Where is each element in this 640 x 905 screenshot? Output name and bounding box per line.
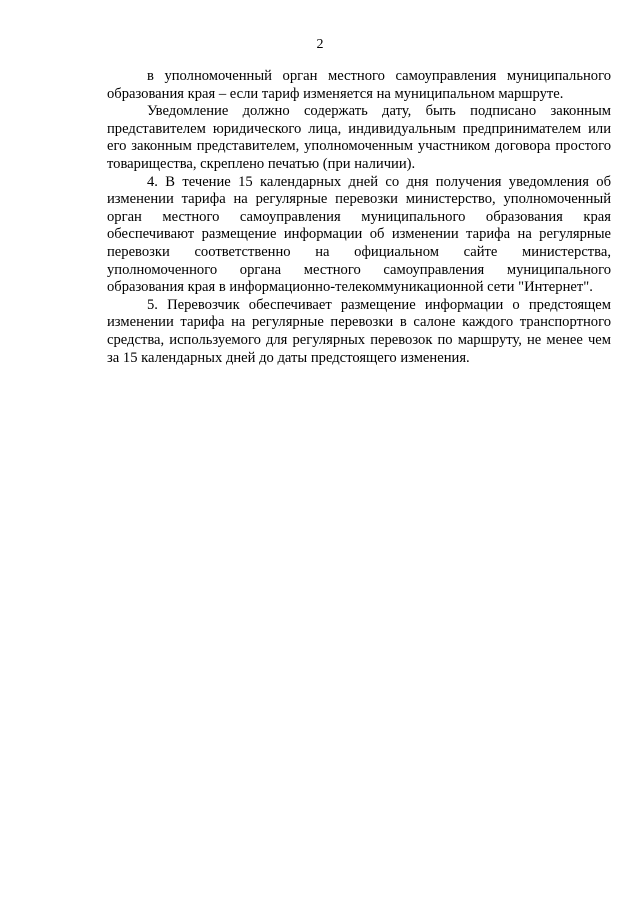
paragraph-notice-requirements: Уведомление должно содержать дату, быть подписано законным представителем юридического лица, индивидуальным предпринимателем или его законным представителем, уполномоченным участником договора простого товарищества, скреплено печатью (при наличии). xyxy=(107,103,611,172)
page-number: 2 xyxy=(316,37,324,52)
paragraph-municipal-route: в уполномоченный орган местного самоуправления муниципального образования края – если тариф изменяется на муниципальном маршруте. xyxy=(107,68,611,102)
paragraph-item-5: 5. Перевозчик обеспечивает размещение информации о предстоящем изменении тарифа на регулярные перевозки в салоне каждого транспортного средства, используемого для регулярных перевозок по маршруту, не менее чем за 15 календарных дней до даты предстоящего изменения. xyxy=(107,296,611,366)
document-body xyxy=(107,68,611,367)
paragraph-item-4: 4. В течение 15 календарных дней со дня получения уведомления об изменении тарифа на регулярные перевозки министерство, уполномоченный орган местного самоуправления муниципального образования края обеспечивают размещение информации об изменении тарифа на регулярные перевозки соответственно на официальном сайте министерства, уполномоченного органа местного самоуправления муниципального образования края в информационно-телекоммуникационной сети "Интернет". xyxy=(107,173,611,296)
